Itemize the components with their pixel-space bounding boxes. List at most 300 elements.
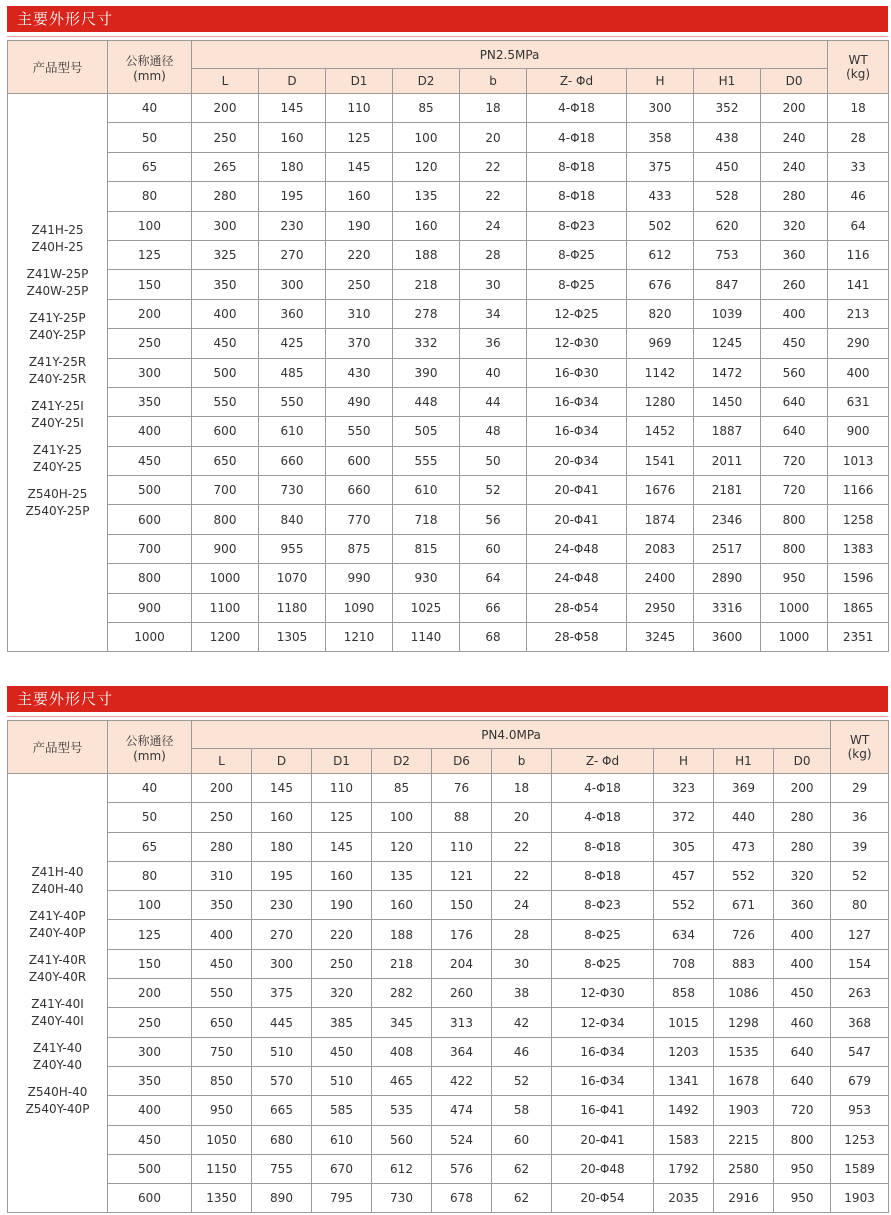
- table-cell: 400: [774, 920, 831, 949]
- nominal-diameter-cell: 300: [108, 358, 192, 387]
- table-cell: 755: [252, 1154, 312, 1183]
- model-group: [8, 354, 107, 388]
- table-cell: 550: [259, 387, 326, 416]
- table-cell: 141: [828, 270, 889, 299]
- table-cell: 2580: [714, 1154, 774, 1183]
- model-number: Z41Y-40I: [31, 997, 84, 1012]
- table-cell: 678: [432, 1184, 492, 1213]
- table-cell: 1305: [259, 623, 326, 652]
- table-cell: 358: [627, 123, 694, 152]
- table-cell: 1865: [828, 593, 889, 622]
- table-cell: 620: [694, 211, 761, 240]
- table-cell: 22: [492, 832, 552, 861]
- table-cell: 36: [831, 803, 889, 832]
- table-cell: 20: [460, 123, 527, 152]
- table-cell: 1100: [192, 593, 259, 622]
- table-cell: 313: [432, 1008, 492, 1037]
- table-cell: 450: [774, 979, 831, 1008]
- table-cell: 1203: [654, 1037, 714, 1066]
- table-row: [8, 1125, 889, 1154]
- model-number: Z41Y-25P: [29, 310, 86, 325]
- table-row: [8, 803, 889, 832]
- table-cell: 4-Φ18: [527, 123, 627, 152]
- table-cell: 12-Φ30: [552, 979, 654, 1008]
- table-cell: 28: [460, 240, 527, 269]
- table-row: [8, 534, 889, 563]
- table-cell: 16-Φ34: [527, 417, 627, 446]
- table-cell: 720: [761, 446, 828, 475]
- dimension-table-pn25: [7, 40, 889, 652]
- table-cell: 708: [654, 949, 714, 978]
- table-cell: 485: [259, 358, 326, 387]
- model-list: [8, 774, 108, 1213]
- table-cell: 4-Φ18: [552, 774, 654, 803]
- table-cell: 160: [312, 861, 372, 890]
- table-cell: 660: [259, 446, 326, 475]
- table-cell: 2916: [714, 1184, 774, 1213]
- table-cell: 726: [714, 920, 774, 949]
- model-group: [8, 398, 107, 432]
- table-cell: 28: [828, 123, 889, 152]
- table-row: [8, 1008, 889, 1037]
- column-header: H: [654, 749, 714, 774]
- table-cell: 840: [259, 505, 326, 534]
- table-cell: 325: [192, 240, 259, 269]
- table-cell: 490: [326, 387, 393, 416]
- table-row: [8, 211, 889, 240]
- table-cell: 24-Φ48: [527, 564, 627, 593]
- table-cell: 265: [192, 152, 259, 181]
- column-header: H1: [694, 69, 761, 94]
- table-cell: 60: [460, 534, 527, 563]
- table-cell: 34: [460, 299, 527, 328]
- table-row: [8, 446, 889, 475]
- table-cell: 400: [192, 299, 259, 328]
- table-cell: 450: [192, 949, 252, 978]
- table-cell: 2346: [694, 505, 761, 534]
- table-row: [8, 123, 889, 152]
- table-cell: 190: [326, 211, 393, 240]
- model-number: Z40Y-25R: [28, 371, 87, 386]
- table-cell: 671: [714, 891, 774, 920]
- nominal-diameter-cell: 100: [108, 891, 192, 920]
- table-cell: 20-Φ54: [552, 1184, 654, 1213]
- table-cell: 375: [252, 979, 312, 1008]
- table-cell: 16-Φ34: [552, 1037, 654, 1066]
- table-cell: 2400: [627, 564, 694, 593]
- table-cell: 310: [192, 861, 252, 890]
- table-cell: 612: [372, 1154, 432, 1183]
- table-row: [8, 979, 889, 1008]
- column-header: L: [192, 749, 252, 774]
- table-cell: 52: [460, 476, 527, 505]
- table-cell: 230: [259, 211, 326, 240]
- table-cell: 753: [694, 240, 761, 269]
- table-cell: 190: [312, 891, 372, 920]
- table-cell: 195: [252, 861, 312, 890]
- table-cell: 20-Φ41: [527, 505, 627, 534]
- column-header: b: [492, 749, 552, 774]
- table-cell: 576: [432, 1154, 492, 1183]
- table-cell: 465: [372, 1066, 432, 1095]
- table-cell: 2011: [694, 446, 761, 475]
- table-cell: 510: [312, 1066, 372, 1095]
- table-cell: 2351: [828, 623, 889, 652]
- table-cell: 1341: [654, 1066, 714, 1095]
- table-cell: 2083: [627, 534, 694, 563]
- table-cell: 320: [774, 861, 831, 890]
- table-cell: 200: [192, 774, 252, 803]
- table-cell: 160: [252, 803, 312, 832]
- table-cell: 1535: [714, 1037, 774, 1066]
- column-header: D0: [774, 749, 831, 774]
- table-cell: 42: [492, 1008, 552, 1037]
- table-row: [8, 861, 889, 890]
- table-cell: 552: [654, 891, 714, 920]
- table-cell: 612: [627, 240, 694, 269]
- table-cell: 502: [627, 211, 694, 240]
- table-cell: 679: [831, 1066, 889, 1095]
- table-row: [8, 270, 889, 299]
- table-cell: 263: [831, 979, 889, 1008]
- table-cell: 555: [393, 446, 460, 475]
- table-cell: 300: [252, 949, 312, 978]
- table-cell: 200: [192, 94, 259, 123]
- column-header: D: [252, 749, 312, 774]
- table-cell: 52: [492, 1066, 552, 1095]
- table-cell: 8-Φ18: [552, 861, 654, 890]
- table-cell: 150: [432, 891, 492, 920]
- table-cell: 1253: [831, 1125, 889, 1154]
- table-cell: 160: [372, 891, 432, 920]
- table-cell: 260: [432, 979, 492, 1008]
- model-number: Z41W-25P: [26, 266, 89, 281]
- table-cell: 1180: [259, 593, 326, 622]
- table-row: [8, 299, 889, 328]
- table-cell: 1086: [714, 979, 774, 1008]
- table-cell: 64: [828, 211, 889, 240]
- table-cell: 350: [192, 891, 252, 920]
- table-row: [8, 240, 889, 269]
- table-row: [8, 94, 889, 123]
- table-cell: 730: [259, 476, 326, 505]
- table-cell: 280: [774, 832, 831, 861]
- model-number: Z40Y-25P: [29, 327, 86, 342]
- table-cell: 30: [460, 270, 527, 299]
- table-cell: 600: [326, 446, 393, 475]
- table-cell: 1000: [761, 593, 828, 622]
- table-cell: 260: [761, 270, 828, 299]
- model-number: Z41H-25: [31, 222, 84, 237]
- table-cell: 640: [761, 387, 828, 416]
- table-cell: 100: [372, 803, 432, 832]
- table-cell: 120: [372, 832, 432, 861]
- table-cell: 400: [192, 920, 252, 949]
- table-cell: 1541: [627, 446, 694, 475]
- model-number: Z40Y-40R: [28, 970, 87, 985]
- table-cell: 22: [460, 152, 527, 181]
- model-number: Z41Y-25: [33, 442, 82, 457]
- table-cell: 250: [192, 123, 259, 152]
- header-weight: [828, 41, 889, 94]
- table-cell: 88: [432, 803, 492, 832]
- table-cell: 1070: [259, 564, 326, 593]
- table-cell: 68: [460, 623, 527, 652]
- table-cell: 40: [460, 358, 527, 387]
- table-cell: 16-Φ34: [552, 1066, 654, 1095]
- table-cell: 883: [714, 949, 774, 978]
- table-cell: 524: [432, 1125, 492, 1154]
- table-cell: 550: [192, 979, 252, 1008]
- model-number: Z40W-25P: [26, 283, 89, 298]
- table-cell: 110: [326, 94, 393, 123]
- model-number: Z540H-25: [27, 486, 88, 501]
- table-cell: 1200: [192, 623, 259, 652]
- table-cell: 195: [259, 182, 326, 211]
- table-cell: 660: [326, 476, 393, 505]
- table-cell: 300: [259, 270, 326, 299]
- table-cell: 4-Φ18: [552, 803, 654, 832]
- table-cell: 250: [312, 949, 372, 978]
- header-dn-label: 公称通径: [125, 53, 174, 68]
- column-header: Z- Φd: [552, 749, 654, 774]
- table-row: [8, 1066, 889, 1095]
- table-cell: 1676: [627, 476, 694, 505]
- model-group: [8, 486, 107, 520]
- table-cell: 213: [828, 299, 889, 328]
- table-cell: 2517: [694, 534, 761, 563]
- table-cell: 375: [627, 152, 694, 181]
- table-cell: 665: [252, 1096, 312, 1125]
- table-cell: 80: [831, 891, 889, 920]
- model-list: [8, 94, 108, 652]
- table-cell: 610: [312, 1125, 372, 1154]
- model-number: Z41Y-40R: [28, 953, 87, 968]
- table-cell: 640: [774, 1037, 831, 1066]
- table-cell: 438: [694, 123, 761, 152]
- table-cell: 48: [460, 417, 527, 446]
- table-cell: 364: [432, 1037, 492, 1066]
- table-cell: 425: [259, 329, 326, 358]
- table-cell: 1383: [828, 534, 889, 563]
- table-cell: 218: [372, 949, 432, 978]
- table-cell: 800: [761, 534, 828, 563]
- table-cell: 135: [372, 861, 432, 890]
- table-cell: 473: [714, 832, 774, 861]
- column-header: D2: [393, 69, 460, 94]
- table-cell: 2950: [627, 593, 694, 622]
- table-cell: 16-Φ30: [527, 358, 627, 387]
- table-cell: 1142: [627, 358, 694, 387]
- table-cell: 110: [432, 832, 492, 861]
- table-cell: 8-Φ23: [527, 211, 627, 240]
- table-cell: 858: [654, 979, 714, 1008]
- table-cell: 280: [761, 182, 828, 211]
- table-cell: 8-Φ18: [527, 182, 627, 211]
- table-cell: 62: [492, 1154, 552, 1183]
- table-row: [8, 417, 889, 446]
- model-number: Z540Y-25P: [25, 503, 90, 518]
- table-cell: 22: [460, 182, 527, 211]
- table-cell: 1903: [831, 1184, 889, 1213]
- table-cell: 24: [492, 891, 552, 920]
- table-cell: 1050: [192, 1125, 252, 1154]
- column-header: H1: [714, 749, 774, 774]
- model-number: Z41Y-40P: [29, 909, 86, 924]
- table-cell: 360: [761, 240, 828, 269]
- table-cell: 650: [192, 1008, 252, 1037]
- table-cell: 505: [393, 417, 460, 446]
- table-cell: 240: [761, 123, 828, 152]
- table-cell: 720: [761, 476, 828, 505]
- section-title: 主要外形尺寸: [7, 686, 888, 712]
- table-row: [8, 1184, 889, 1213]
- table-cell: 1298: [714, 1008, 774, 1037]
- table-cell: 1792: [654, 1154, 714, 1183]
- table-cell: 29: [831, 774, 889, 803]
- table-cell: 390: [393, 358, 460, 387]
- table-cell: 847: [694, 270, 761, 299]
- table-cell: 320: [761, 211, 828, 240]
- table-cell: 450: [312, 1037, 372, 1066]
- table-cell: 305: [654, 832, 714, 861]
- table-cell: 218: [393, 270, 460, 299]
- model-number: Z40Y-25I: [31, 415, 84, 430]
- table-cell: 1000: [761, 623, 828, 652]
- nominal-diameter-cell: 350: [108, 1066, 192, 1095]
- table-cell: 145: [312, 832, 372, 861]
- column-header: L: [192, 69, 259, 94]
- table-cell: 44: [460, 387, 527, 416]
- table-cell: 20-Φ41: [552, 1125, 654, 1154]
- table-cell: 310: [326, 299, 393, 328]
- table-cell: 154: [831, 949, 889, 978]
- table-cell: 30: [492, 949, 552, 978]
- table-cell: 1258: [828, 505, 889, 534]
- column-header: D1: [312, 749, 372, 774]
- model-group: [8, 266, 107, 300]
- table-cell: 445: [252, 1008, 312, 1037]
- nominal-diameter-cell: 350: [108, 387, 192, 416]
- table-cell: 474: [432, 1096, 492, 1125]
- header-wt-unit: (kg): [846, 67, 871, 81]
- table-cell: 1150: [192, 1154, 252, 1183]
- table-cell: 1596: [828, 564, 889, 593]
- column-header: D0: [761, 69, 828, 94]
- header-weight: [831, 721, 889, 774]
- model-group: [8, 1040, 107, 1074]
- table-cell: 440: [714, 803, 774, 832]
- table-cell: 535: [372, 1096, 432, 1125]
- model-group: [8, 442, 107, 476]
- table-cell: 116: [828, 240, 889, 269]
- column-header: D6: [432, 749, 492, 774]
- table-cell: 950: [761, 564, 828, 593]
- table-cell: 38: [492, 979, 552, 1008]
- nominal-diameter-cell: 400: [108, 417, 192, 446]
- table-cell: 1583: [654, 1125, 714, 1154]
- header-nominal-diameter: [108, 721, 192, 774]
- model-number: Z40H-40: [31, 882, 84, 897]
- table-cell: 2035: [654, 1184, 714, 1213]
- table-cell: 350: [192, 270, 259, 299]
- table-cell: 110: [312, 774, 372, 803]
- table-cell: 12-Φ25: [527, 299, 627, 328]
- table-cell: 1210: [326, 623, 393, 652]
- table-cell: 58: [492, 1096, 552, 1125]
- table-cell: 1245: [694, 329, 761, 358]
- table-cell: 510: [252, 1037, 312, 1066]
- table-cell: 250: [326, 270, 393, 299]
- model-number: Z41H-40: [31, 865, 84, 880]
- nominal-diameter-cell: 65: [108, 152, 192, 181]
- table-cell: 750: [192, 1037, 252, 1066]
- table-cell: 570: [252, 1066, 312, 1095]
- table-row: [8, 623, 889, 652]
- table-cell: 730: [372, 1184, 432, 1213]
- dimension-table-pn40: [7, 720, 889, 1213]
- table-row: [8, 593, 889, 622]
- table-cell: 204: [432, 949, 492, 978]
- table-cell: 1039: [694, 299, 761, 328]
- table-cell: 547: [831, 1037, 889, 1066]
- table-cell: 1589: [831, 1154, 889, 1183]
- nominal-diameter-cell: 500: [108, 476, 192, 505]
- table-cell: 4-Φ18: [527, 94, 627, 123]
- nominal-diameter-cell: 40: [108, 94, 192, 123]
- table-cell: 800: [774, 1125, 831, 1154]
- table-cell: 820: [627, 299, 694, 328]
- table-cell: 85: [393, 94, 460, 123]
- table-cell: 1492: [654, 1096, 714, 1125]
- model-number: Z540Y-40P: [25, 1102, 90, 1117]
- table-cell: 8-Φ18: [527, 152, 627, 181]
- table-cell: 433: [627, 182, 694, 211]
- table-cell: 372: [654, 803, 714, 832]
- table-cell: 20-Φ41: [527, 476, 627, 505]
- model-number: Z40Y-40I: [31, 1014, 84, 1029]
- table-cell: 200: [761, 94, 828, 123]
- table-cell: 955: [259, 534, 326, 563]
- table-row: [8, 1096, 889, 1125]
- table-cell: 320: [312, 979, 372, 1008]
- table-cell: 280: [192, 182, 259, 211]
- nominal-diameter-cell: 800: [108, 564, 192, 593]
- table-cell: 1887: [694, 417, 761, 446]
- nominal-diameter-cell: 40: [108, 774, 192, 803]
- table-cell: 220: [326, 240, 393, 269]
- table-cell: 60: [492, 1125, 552, 1154]
- table-cell: 1140: [393, 623, 460, 652]
- nominal-diameter-cell: 100: [108, 211, 192, 240]
- table-cell: 800: [761, 505, 828, 534]
- table-cell: 953: [831, 1096, 889, 1125]
- nominal-diameter-cell: 700: [108, 534, 192, 563]
- table-cell: 1166: [828, 476, 889, 505]
- table-cell: 12-Φ30: [527, 329, 627, 358]
- table-cell: 1678: [714, 1066, 774, 1095]
- table-cell: 2181: [694, 476, 761, 505]
- table-cell: 900: [192, 534, 259, 563]
- table-cell: 2890: [694, 564, 761, 593]
- table-cell: 585: [312, 1096, 372, 1125]
- table-cell: 100: [393, 123, 460, 152]
- table-row: [8, 774, 889, 803]
- model-group: [8, 908, 107, 942]
- table-cell: 634: [654, 920, 714, 949]
- table-cell: 230: [252, 891, 312, 920]
- nominal-diameter-cell: 50: [108, 123, 192, 152]
